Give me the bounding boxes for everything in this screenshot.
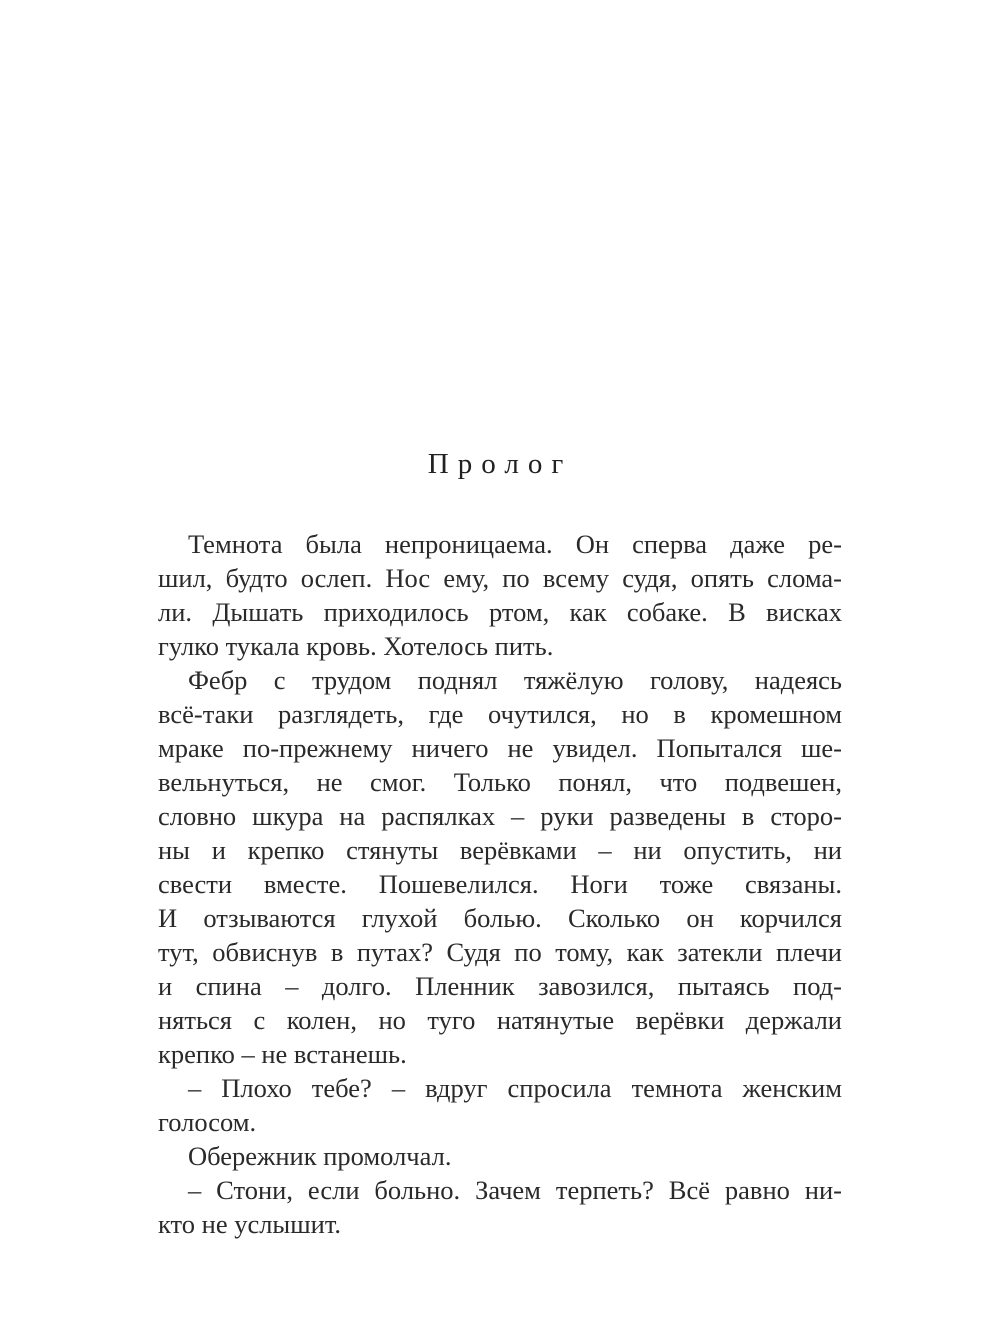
text-line: шил, будто ослеп. Нос ему, по всему судя, опять слома-	[158, 563, 842, 593]
text-line: гулко тукала кровь. Хотелось пить.	[158, 631, 554, 661]
text-line: всё-таки разглядеть, где очутился, но в кромешном	[158, 699, 842, 729]
text-line: голосом.	[158, 1107, 257, 1137]
chapter-title: Пролог	[427, 448, 573, 480]
text-line: ли. Дышать приходилось ртом, как собаке. В висках	[158, 597, 842, 627]
text-line: Обережник промолчал.	[188, 1141, 452, 1171]
text-line: ны и крепко стянуты верёвками – ни опустить, ни	[158, 835, 842, 865]
text-line: Темнота была непроницаема. Он сперва даже ре-	[188, 529, 842, 559]
text-line: и спина – долго. Пленник завозился, пытаясь под-	[158, 971, 842, 1001]
text-line: няться с колен, но туго натянутые верёвки держали	[158, 1005, 842, 1035]
text-line: мраке по-прежнему ничего не увидел. Попытался ше-	[158, 733, 842, 763]
text-line: крепко – не встанешь.	[158, 1039, 407, 1069]
body-text	[158, 527, 842, 1241]
text-line: И отзываются глухой болью. Сколько он корчился	[158, 903, 842, 933]
text-line: свести вместе. Пошевелился. Ноги тоже связаны.	[158, 869, 842, 899]
text-line: тут, обвиснув в путах? Судя по тому, как затекли плечи	[158, 937, 842, 967]
text-line: – Плохо тебе? – вдруг спросила темнота женским	[188, 1073, 842, 1103]
text-line: словно шкура на распялках – руки разведены в сторо-	[158, 801, 842, 831]
text-line: Фебр с трудом поднял тяжёлую голову, надеясь	[188, 665, 842, 695]
text-line: – Стони, если больно. Зачем терпеть? Всё равно ни-	[188, 1175, 842, 1205]
text-line: вельнуться, не смог. Только понял, что подвешен,	[158, 767, 842, 797]
text-line: кто не услышит.	[158, 1209, 342, 1239]
